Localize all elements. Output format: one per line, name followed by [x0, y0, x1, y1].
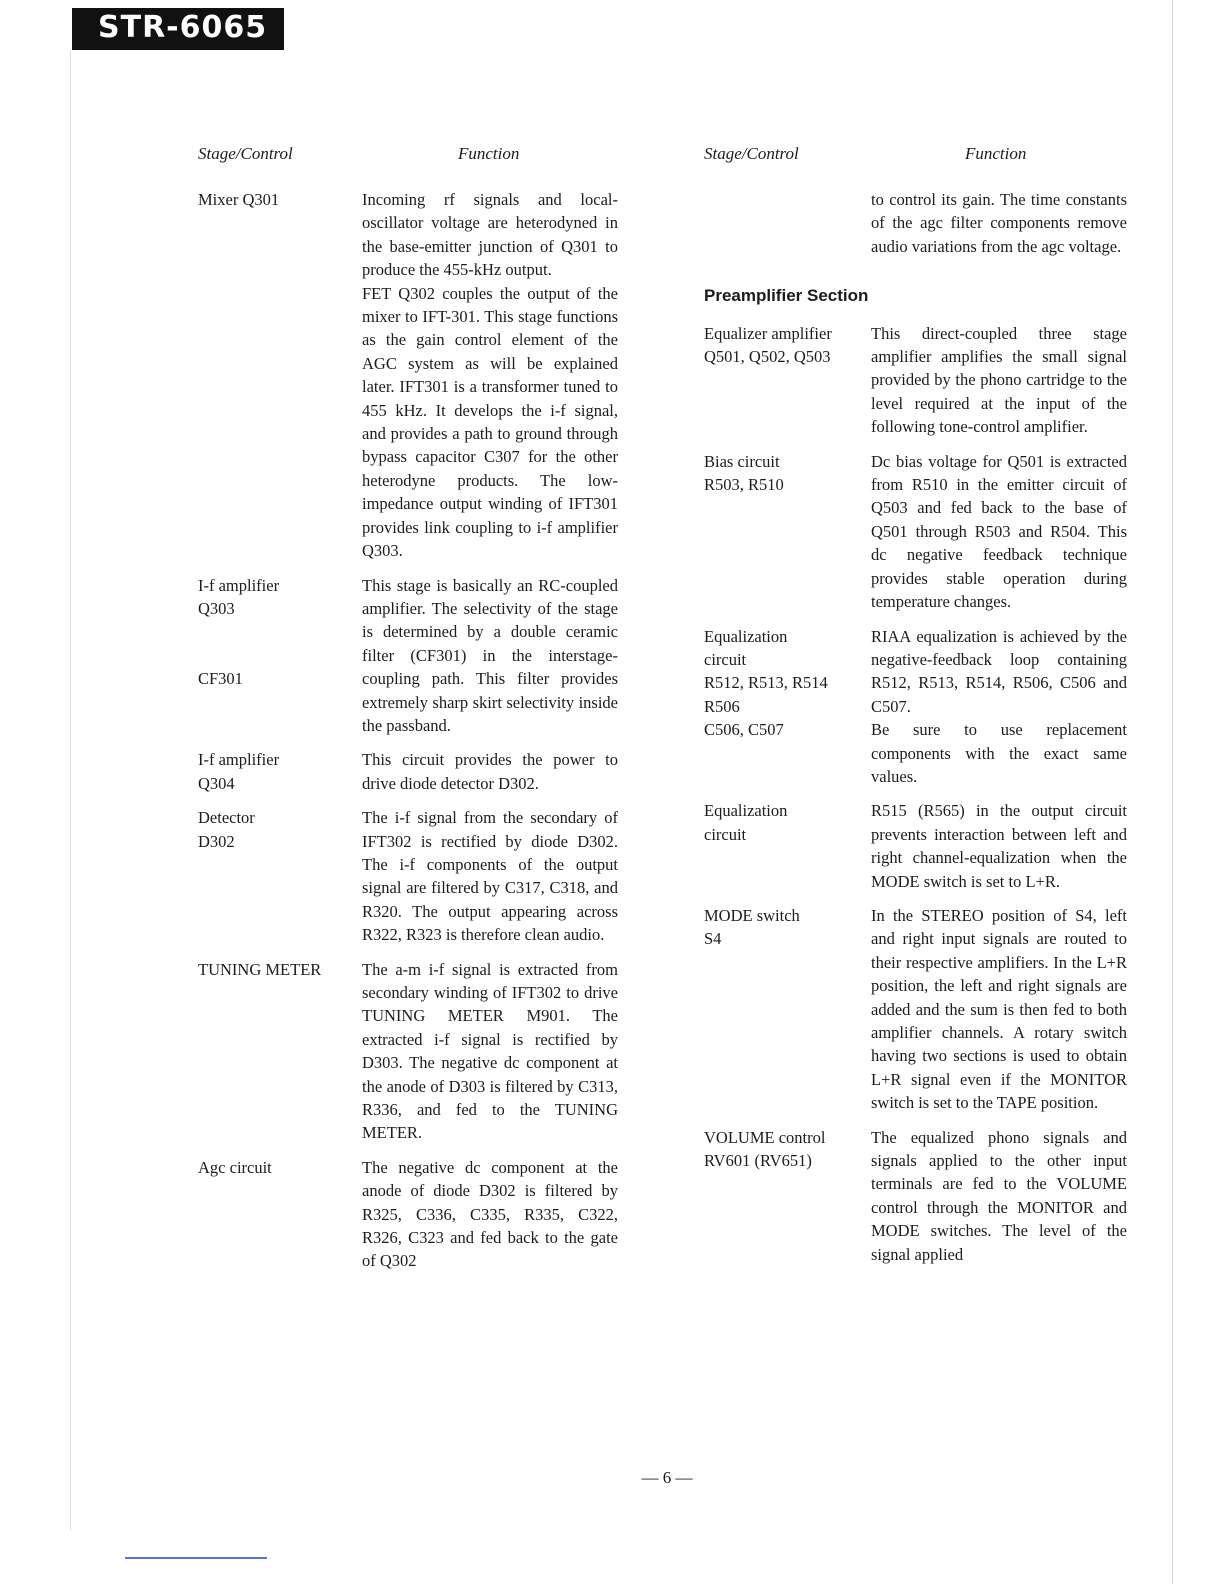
stage-entry [704, 904, 1134, 1115]
continuation-entry [704, 188, 1134, 258]
function-description [871, 1126, 1127, 1266]
stage-entry [198, 1156, 628, 1273]
stage-entry [704, 450, 1134, 614]
stage-label: Equalizer amplifier Q501, Q502, Q503 [704, 323, 832, 367]
footer-underline [125, 1557, 267, 1559]
function-description [871, 904, 1127, 1115]
stage-label: Equalization circuit R512, R513, R514 R506 C506, C507 [704, 626, 828, 740]
function-paragraph: The i-f signal from the secondary of IFT302 is rectified by diode D302. The i-f components of the output signal are filtered by C317, C318, and R320. The output appearing across R322, R323 is therefore clean audio. [362, 808, 618, 945]
function-paragraph: This stage is basically an RC-coupled amplifier. The selectivity of the stage is determined by a double ceramic filter (CF301) in the interstage-coupling path. This filter provides extremely sharp skirt selectivity inside the passband. [362, 575, 618, 735]
stage-entry [198, 574, 628, 738]
left-margin-line [70, 50, 71, 1530]
function-header: Function [458, 144, 520, 163]
function-paragraph: Incoming rf signals and local-oscillator voltage are heterodyned in the base-emitter junction of Q301 to produce the 455-kHz output. [362, 190, 618, 280]
function-paragraph: This circuit provides the power to drive diode detector D302. [362, 750, 618, 793]
function-description [871, 799, 1127, 893]
function-description [362, 806, 618, 946]
model-badge: STR-6065 [72, 8, 284, 50]
stage-entry [198, 748, 628, 795]
function-description [362, 188, 618, 563]
stage-label: Mixer Q301 [198, 190, 280, 209]
stage-label: I-f amplifier Q304 [198, 750, 280, 793]
stage-label: Detector D302 [198, 808, 255, 851]
right-column-header [704, 140, 1134, 188]
stage-label: I-f amplifier Q303 CF301 [198, 575, 280, 689]
right-entries [704, 322, 1134, 1266]
stage-label: Bias circuit R503, R510 [704, 451, 784, 495]
function-description [362, 1156, 618, 1273]
function-header: Function [965, 144, 1027, 163]
function-paragraph: R515 (R565) in the output circuit prevents interaction between left and right channel-equalization when the MODE switch is set to L+R. [871, 801, 1127, 891]
stage-entry [198, 958, 628, 1145]
function-paragraph: The a-m i-f signal is extracted from secondary winding of IFT302 to drive TUNING METER M901. The extracted i-f signal is rectified by D303. The negative dc component at the anode of D303 is filtered by C313, R336, and fed to the TUNING METER. [362, 959, 618, 1143]
stage-entry [704, 322, 1134, 439]
function-description [362, 574, 618, 738]
stage-label: TUNING METER [198, 959, 322, 979]
function-description [871, 625, 1127, 789]
function-description [362, 748, 618, 795]
stage-control-header: Stage/Control [198, 144, 293, 163]
right-margin-line [1172, 0, 1173, 1584]
stage-entry [704, 1126, 1134, 1266]
function-paragraph: FET Q302 couples the output of the mixer to IFT-301. This stage functions as the gain control element of the AGC system as will be explained later. IFT301 is a transformer tuned to 455 kHz. It develops the i-f signal, and provides a path to ground through bypass capacitor C307 for the other heterodyne products. The low-impedance output winding of IFT301 provides link coupling to i-f amplifier Q303. [362, 283, 618, 561]
stage-label: Agc circuit [198, 1157, 272, 1177]
function-paragraph: RIAA equalization is achieved by the negative-feedback loop containing R512, R513, R514, R506, C506 and C507. [871, 626, 1127, 716]
function-paragraph: Dc bias voltage for Q501 is extracted from R510 in the emitter circuit of Q503 and fed back to the base of Q501 through R503 and R504. This dc negative feedback technique provides stable operation during temperature changes. [871, 451, 1127, 612]
stage-label: MODE switch S4 [704, 905, 800, 949]
function-paragraph: This direct-coupled three stage amplifier amplifies the small signal provided by the phono cartridge to the level required at the input of the following tone-control amplifier. [871, 323, 1127, 437]
function-paragraph: The equalized phono signals and signals applied to the other input terminals are fed to the VOLUME control through the MONITOR and MODE switches. The level of the signal applied [871, 1127, 1127, 1264]
right-column [704, 140, 1134, 1277]
function-paragraph: In the STEREO position of S4, left and right input signals are routed to their respective amplifiers. In the L+R position, the left and right signals are added and the sum is then fed to both amplifier channels. A rotary switch having two sections is used to obtain L+R signal even if the MONITOR switch is set to the TAPE position. [871, 905, 1127, 1113]
stage-entry [704, 799, 1134, 893]
stage-control-header: Stage/Control [704, 144, 799, 163]
continuation-text: to control its gain. The time constants of the agc filter components remove audio variations from the agc voltage. [871, 190, 1127, 256]
left-entries [198, 188, 628, 1273]
left-column [198, 140, 628, 1284]
stage-label: VOLUME control RV601 (RV651) [704, 1127, 826, 1171]
function-paragraph: Be sure to use replacement components with the exact same values. [871, 720, 1127, 786]
function-description [362, 958, 618, 1145]
function-description [871, 450, 1127, 614]
stage-entry [704, 625, 1134, 789]
stage-label: Equalization circuit [704, 801, 788, 844]
function-paragraph: The negative dc component at the anode of diode D302 is filtered by R325, C336, C335, R335, C322, R326, C323 and fed back to the gate of Q302 [362, 1157, 618, 1271]
stage-entry [198, 188, 628, 563]
section-heading: Preamplifier Section [704, 286, 869, 306]
function-description [871, 322, 1127, 439]
page-number: — 6 — [641, 1468, 693, 1487]
left-column-header [198, 140, 628, 188]
stage-entry [198, 806, 628, 946]
